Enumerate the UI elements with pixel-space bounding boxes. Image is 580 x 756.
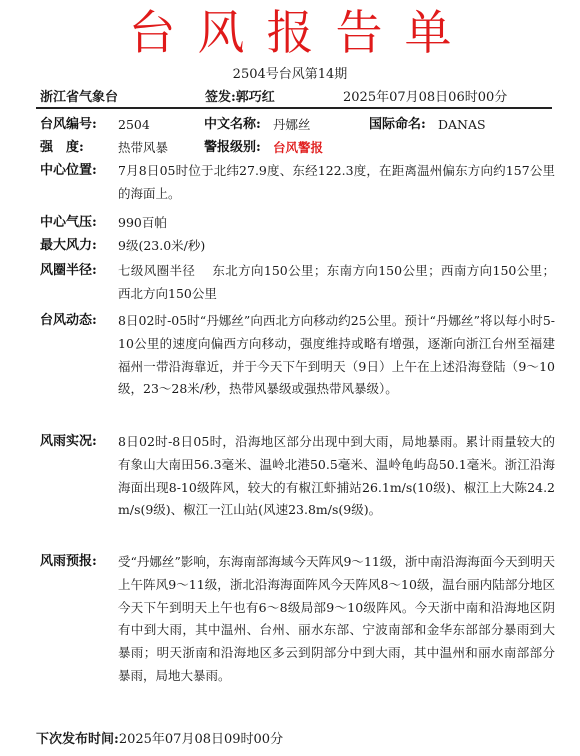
cn-name-value: 丹娜丝	[273, 117, 311, 132]
forecast-label: 风雨预报:	[40, 554, 97, 569]
next-release-label: 下次发布时间:	[36, 732, 119, 747]
wind-label: 最大风力:	[40, 238, 97, 253]
number-value: 2504	[118, 117, 150, 132]
dynamics-value: 8日02时-05时“丹娜丝”向西北方向移动约25公里。预计“丹娜丝”将以每小时5-10公里的速度向偏西方向移动，强度维持或略有增强，逐渐向浙江台州至福建福州一带沿海靠近，并于今天下午到明天（9日）上午在上述沿海登陆（9～10级，23～28米/秒，热带风暴级或强热带风暴级）。	[118, 313, 555, 397]
pressure-label: 中心气压:	[40, 215, 97, 230]
intl-name-value: DANAS	[438, 117, 486, 132]
report-title: 台风报告单	[128, 6, 474, 61]
radius-value: 七级风圈半径 东北方向150公里；东南方向150公里；西南方向150公里；西北方向150公里	[118, 263, 555, 301]
issuing-org: 浙江省气象台	[40, 90, 119, 105]
cn-name-label: 中文名称:	[204, 117, 261, 132]
forecast-value: 受“丹娜丝”影响，东海南部海域今天阵风9～11级，浙中南沿海海面今天到明天上午阵风9～11级，浙北沿海海面阵风今天阵风8～10级，温台丽内陆部分地区今天下午到明天上午也有6～8级局部9～10级阵风。今天浙中南和沿海地区阴有中到大雨，其中温州、台州、丽水东部、宁波南部和金华东部部分暴雨到大暴雨；明天浙南和沿海地区多云到阴部分中到大雨，其中温州和丽水南部部分暴雨，局地大暴雨。	[118, 554, 555, 683]
center-label: 中心位置:	[40, 163, 97, 178]
number-label: 台风编号:	[40, 117, 97, 132]
header-divider	[36, 107, 552, 109]
strength-value: 热带风暴	[118, 140, 169, 155]
radius-label: 风圈半径:	[40, 263, 97, 278]
pressure-value: 990百帕	[118, 215, 167, 230]
observed-value: 8日02时-8日05时，沿海地区部分出现中到大雨，局地暴雨。累计雨量较大的有象山大南田56.3毫米、温岭北港50.5毫米、温岭龟屿岛50.1毫米。浙江沿海海面出现8-10级阵风，较大的有椒江虾捕站26.1m/s(10级)、椒江上大陈24.2m/s(9级)、椒江一江山站(风速23.8m/s(9级)。	[118, 434, 555, 518]
observed-label: 风雨实况:	[40, 434, 97, 449]
dynamics-label: 台风动态:	[40, 313, 97, 328]
next-release-time: 2025年07月08日09时00分	[118, 732, 284, 747]
signer: 签发:郭巧红	[205, 90, 275, 105]
next-release	[36, 731, 283, 749]
strength-label: 强 度:	[40, 140, 84, 155]
issuer-row	[0, 88, 580, 108]
intl-name-label: 国际命名:	[369, 117, 426, 132]
issue-subtitle: 2504号台风第14期	[232, 67, 348, 82]
issue-time: 2025年07月08日06时00分	[343, 90, 508, 105]
wind-value: 9级(23.0米/秒)	[118, 238, 206, 253]
center-value: 7月8日05时位于北纬27.9度、东经122.3度，在距离温州偏东方向约157公里的海面上。	[118, 163, 555, 201]
alert-label: 警报级别:	[204, 140, 261, 155]
alert-value: 台风警报	[273, 140, 324, 155]
